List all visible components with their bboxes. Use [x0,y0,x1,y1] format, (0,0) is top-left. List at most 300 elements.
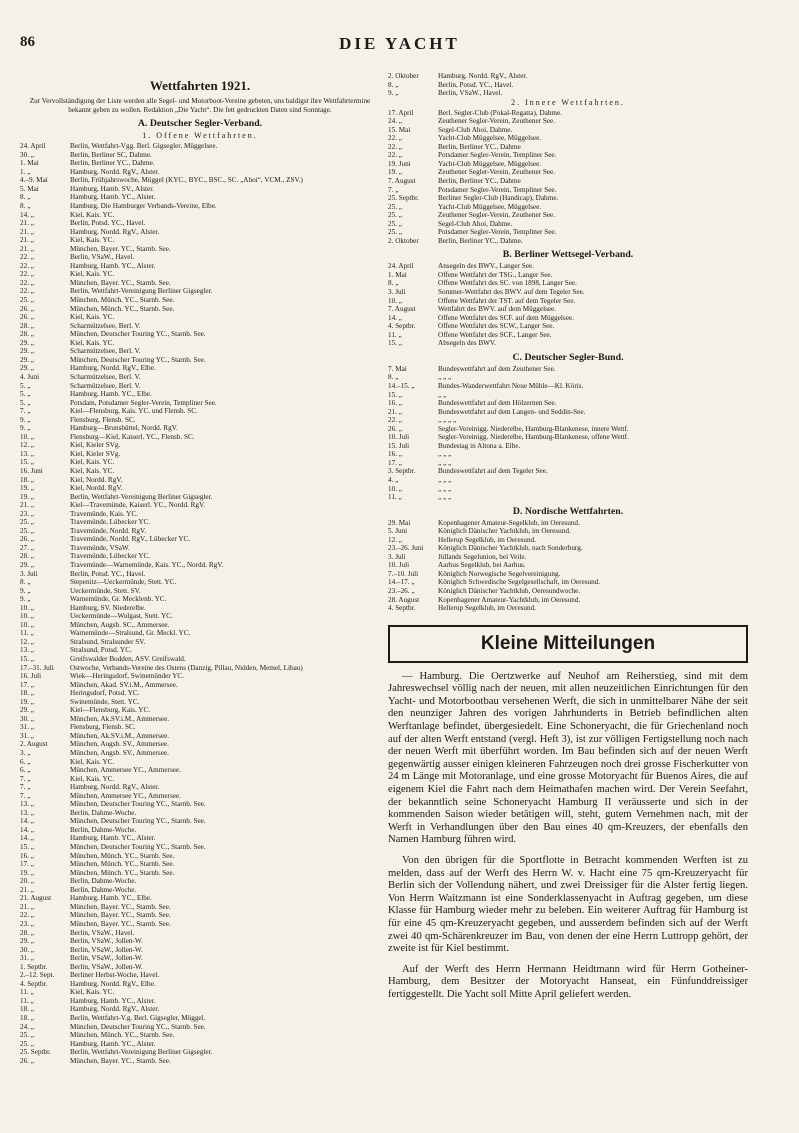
regatta-event: Königlich Dänischer Yachtklub, Oeresundwoche. [438,586,581,595]
regatta-date: 9. „ [20,595,31,604]
regatta-event: „ „ [438,390,447,399]
regatta-list-b [388,262,748,347]
regatta-date: 21. „ [20,902,34,911]
regatta-event: München, Ak.SV.i.M., Ammersee. [70,714,170,723]
regatta-entry [20,313,380,322]
regatta-event: München, Bayer. YC., Starnb. See. [70,278,171,287]
regatta-entry [388,203,748,212]
regatta-entry [20,493,380,502]
regatta-event: Bundeswettfahrt auf dem Hölzernen See. [438,399,557,408]
regatta-entry [20,1040,380,1049]
regatta-event: Hamburg, Die Hamburger Verbands-Vereine, Elbe. [70,202,217,211]
regatta-entry [388,536,748,545]
regatta-event: Hamburg, Nordd. RgV., Elbe. [70,979,156,988]
regatta-entry [20,817,380,826]
regatta-date: 23. „ [20,919,34,928]
regatta-event: Scharmützelsee, Berl. V. [70,372,141,381]
regatta-date: 17. „ [20,680,34,689]
regatta-date: 22. „ [20,278,34,287]
regatta-entry [20,929,380,938]
regatta-date: 7. „ [20,783,31,792]
regatta-entry [20,185,380,194]
regatta-date: 8. „ [20,202,31,211]
regatta-event: Swinemünde, Stett. YC. [70,697,140,706]
regatta-date: 29. „ [20,338,34,347]
regatta-entry [388,237,748,246]
regatta-entry [20,322,380,331]
regatta-event: Flensburg—Kiel, Kaiserl. YC., Flensb. SC. [70,432,195,441]
regatta-date: 16. Juni [20,466,43,475]
regatta-entry [20,176,380,185]
regatta-date: 25. Septbr. [388,194,419,203]
regatta-date: 19. „ [388,168,402,177]
regatta-event: Hamburg—Brunsbüttel, Nordd. RgV. [70,424,178,433]
regatta-event: Hamburg, Hamb. YC., Alster. [70,996,156,1005]
regatta-date: 9. „ [388,89,399,98]
regatta-date: 11. „ [20,996,34,1005]
regatta-event: Berl. Segler-Club (Pokal-Regatta), Dahme. [438,108,563,117]
regatta-entry [20,689,380,698]
regatta-event: München, Akad. SV.i.M., Ammersee. [70,680,178,689]
regatta-date: 16. „ [20,851,34,860]
left-column [20,72,380,1130]
regatta-date: 14. „ [20,834,34,843]
regatta-date: 31. „ [20,954,34,963]
regatta-event: Berliner Segler-Club (Handicap), Dahme. [438,194,559,203]
regatta-event: „ „ „ [438,493,452,502]
news-paragraph: — Hamburg. Die Oertzwerke auf Neuhof am Reiherstieg, sind mit dem Jahreswechsel völlig nach der neuen, mit allen neuzeitlichen Einrichtungen für den Yacht- und Motorbootbau versehenen Werft, die sich in unmittelbarer Nähe der seit den neunziger Jahren des vorigen Jahrhunderts in Betrieb befindlichen alten Werftanlage befindet, übergesiedelt. Eine Schoneryacht, die für Griechenland noch auf der alten Werft entstand (vergl. Heft 3), ist zur völligen Fertigstellung noch nach der neuen Werft mit überführt worden. Im Bau befinden sich auf der neuen Werft gegenwärtig ausser einigen kleineren Fahrzeugen noch drei grosse Fischerkutter von 24 m Länge mit Motoranlage, und eine grosse Motoryacht für Buenos Aires, die auf eigenem Kiel die Fahrt nach dem Heimathafen machen wird. Der Verein Seefahrt, der bekanntlich seine Schoneryacht Hamburg II veräusserte und sich in der kommenden Saison wieder betätigen will, steht, gutem Vernehmen nach, mit der Werft in Verhandlungen über den Bau eines 40 qm-Kreuzers, der ebenfalls den Namen Hamburg führen wird. [388,670,748,846]
regatta-date: 21. „ [20,236,34,245]
regatta-event: Hamburg, Hamb. YC., Alster. [70,834,156,843]
regatta-event: Kiel, Kais. YC. [70,270,115,279]
regatta-date: 22. „ [20,911,34,920]
regatta-entry [388,442,748,451]
regatta-entry [20,621,380,630]
regatta-event: Königlich Dänischer Yachtklub, im Oeresund. [438,527,571,536]
regatta-entry [388,134,748,143]
regatta-date: 7. August [388,305,416,314]
regatta-event: München, Deutscher Touring YC., Starnb. See. [70,800,206,809]
regatta-entry [20,646,380,655]
regatta-date: 17.–31. Juli [20,663,54,672]
regatta-event: „ „ „ „ [438,416,457,425]
regatta-date: 15. Mai [388,125,411,134]
regatta-entry [20,783,380,792]
regatta-event: Ueckermünde—Wolgast, Stett. YC. [70,612,173,621]
regatta-event: Travemünde, VSaW. [70,543,130,552]
regatta-date: 25. „ [20,1039,34,1048]
regatta-event: Travemünde, Nordd. RgV. [70,526,147,535]
regatta-event: Berlin, Berliner YC., Dahme [438,177,521,186]
regatta-date: 26. „ [20,313,34,322]
regatta-date: 19. „ [20,697,34,706]
regatta-date: 8. „ [388,373,399,382]
regatta-date: 8. „ [388,279,399,288]
regatta-entry [388,305,748,314]
regatta-date: 6. „ [20,757,31,766]
regatta-date: 21. „ [20,885,34,894]
regatta-entry [20,604,380,613]
regatta-event: München, Bayer. YC., Starnb. See. [70,1056,171,1065]
regatta-entry [388,89,748,98]
regatta-event: Hamburg, Hamb. YC., Elbe. [70,390,152,399]
regatta-date: 3. Juli [20,569,38,578]
regatta-entry [388,519,748,528]
regatta-event: Kopenhagener Amateur-Segelklub, im Oeresund. [438,518,580,527]
regatta-entry [20,296,380,305]
regatta-event: Hamburg, SV. Niederelbe. [70,603,146,612]
regatta-event: Travemünde, Lübecker YC. [70,518,151,527]
regatta-event: Hamburg, Nordd. RgV., Alster. [70,1005,160,1014]
regatta-entry [20,518,380,527]
regatta-date: 13. „ [20,646,34,655]
regatta-entry [388,271,748,280]
regatta-entry [20,664,380,673]
regatta-event: Hamburg, Hamb. YC., Alster. [70,1039,156,1048]
regatta-date: 13. „ [20,449,34,458]
regatta-event: Wettfahrt des BWV. auf dem Müggelsee. [438,305,557,314]
regatta-entry [388,117,748,126]
regatta-date: 24. April [20,142,46,151]
regatta-date: 25. Septbr. [20,1048,51,1057]
regatta-event: Greifswalder Bodden, ASV. Greifswald. [70,655,186,663]
regatta-event: Berlin, VSaW., Jollen-W. [70,962,143,971]
regatta-entry [388,220,748,229]
regatta-event: München, Bayer. YC., Starnb. See. [70,911,171,920]
regatta-event: Kiel, Kieler SVg. [70,449,121,458]
regatta-event: Potsdamer Segler-Verein, Templiner See. [438,185,557,194]
regatta-event: Berlin, Berliner YC., Dahme. [70,159,155,168]
regatta-entry [20,1014,380,1023]
regatta-date: 25. „ [388,211,402,220]
regatta-event: Hamburg, Hamb. YC., Alster. [70,193,156,202]
regatta-event: Zeuthener Segler-Verein, Zeuthener See. [438,168,555,177]
regatta-entry [20,552,380,561]
regatta-entry [20,894,380,903]
section-heading-d: D. Nordische Wettfahrten. [512,505,624,517]
regatta-event: Segler-Vereinigg. Niederelbe, Hamburg-Blankenese, offene Wettf. [438,433,629,442]
news-paragraph: Auf der Werft des Herrn Hermann Heidtmann wird für Herrn Gotheiner-Hamburg, dem Besitzer der Motoryacht Hanseat, ein Fünfunddreissiger fertiggestellt. Die Yacht soll Mitte April geliefert werden. [388,963,748,1000]
regatta-date: 28. August [388,595,420,604]
regatta-entry [20,168,380,177]
regatta-entry [20,433,380,442]
regatta-date: 7. August [388,177,416,186]
regatta-entry [20,510,380,519]
regatta-entry [20,749,380,758]
regatta-entry [20,1057,380,1066]
regatta-event: Hamburg, Hamb. YC., Elbe. [70,894,152,903]
regatta-entry [20,860,380,869]
regatta-date: 28. „ [20,928,34,937]
regatta-date: 16. Juli [20,672,42,681]
regatta-date: 17. „ [20,860,34,869]
regatta-entry [388,109,748,118]
regatta-date: 11. „ [388,493,402,502]
regatta-entry [388,578,748,587]
regatta-entry [20,211,380,220]
regatta-event: Berlin, VSaW., Jollen-W. [70,937,143,946]
regatta-date: 10. „ [20,603,34,612]
regatta-date: 5. „ [20,398,31,407]
regatta-date: 15. „ [388,390,402,399]
regatta-event: Königlich Norwegische Segelvereinigung. [438,569,561,578]
regatta-date: 30. „ [20,945,34,954]
regatta-event: Kiel, Kais. YC. [70,338,115,347]
regatta-event: Kiel, Kais. YC. [70,774,115,783]
regatta-date: 8. „ [20,578,31,587]
page-number: 86 [20,34,35,50]
regatta-event: Berlin, VSaW., Havel. [438,89,503,98]
regatta-entry [20,450,380,459]
regatta-entry [20,441,380,450]
regatta-date: 29. „ [20,355,34,364]
regatta-date: 14. „ [20,210,34,219]
regatta-entry [20,963,380,972]
regatta-date: 4. „ [388,475,399,484]
regatta-list-c [388,365,748,502]
regatta-event: Jüllands Segelunion, bei Veile. [438,552,527,561]
regatta-date: 12. „ [20,441,34,450]
regatta-entry [388,331,748,340]
regatta-event: Wiek—Heringsdorf, Swinemünder YC. [70,672,185,681]
regatta-event: Travemünde—Warnemünde, Kais. YC., Nordd. RgV. [70,560,224,569]
regatta-entry [388,177,748,186]
regatta-date: 21. August [20,894,52,903]
regatta-date: 29. „ [20,347,34,356]
regatta-event: Offene Wettfahrt des SCF. auf dem Müggelsee. [438,313,574,322]
regatta-entry [20,339,380,348]
regatta-date: 21. „ [20,244,34,253]
regatta-event: Berlin, VSaW., Jollen-W. [70,954,143,963]
regatta-date: 31. „ [20,723,34,732]
regatta-event: „ „ „ [438,373,452,382]
regatta-event: Offene Wettfahrt des SCW., Langer See. [438,322,555,331]
regatta-entry [20,416,380,425]
regatta-date: 18. „ [20,475,34,484]
regatta-date: 1. „ [20,167,31,176]
regatta-date: 23. „ [20,509,34,518]
regatta-date: 11. „ [20,988,34,997]
regatta-date: 2. Oktober [388,236,419,245]
regatta-date: 25. „ [20,518,34,527]
regatta-date: 21. „ [20,501,34,510]
regatta-entry [388,297,748,306]
regatta-entry [20,382,380,391]
regatta-date: 2. Oktober [388,72,419,80]
regatta-date: 5. Juni [388,527,408,536]
regatta-date: 15. „ [20,843,34,852]
regatta-event: Berlin, Dahme-Woche. [70,885,137,894]
regatta-entry [20,886,380,895]
regatta-entry [388,476,748,485]
regatta-entry [20,809,380,818]
regatta-entry [20,988,380,997]
regatta-entry [20,578,380,587]
regatta-entry [20,373,380,382]
regatta-event: Berlin, Wettfahrt-Vereinigung Berliner Gigsegler. [70,492,213,501]
regatta-entry [388,544,748,553]
regatta-entry [20,253,380,262]
regatta-date: 12. „ [20,637,34,646]
regatta-date: 4. Septbr. [20,979,48,988]
regatta-date: 29. „ [20,937,34,946]
regatta-date: 10. „ [388,296,402,305]
regatta-entry [20,399,380,408]
regatta-entry [20,612,380,621]
regatta-entry [388,561,748,570]
regatta-entry [20,159,380,168]
regatta-entry [388,467,748,476]
regatta-entry [20,920,380,929]
regatta-event: München, Münch. YC., Starnb. See. [70,851,175,860]
news-paragraph: Von den übrigen für die Sportflotte in Betracht kommenden Werften ist zu melden, dass auf der Werft des Herrn W. v. Hacht eine 75 qm-Kreuzeryacht für Berlin sich der Vollendung nähert, und zwei Dreissiger für die Alster fertig liegen. Von Herrn Waitzmann ist eine Sonderklassenyacht in Auftrag gegeben, um diese Klasse für Hamburg wieder mehr zu beleben. Ein weiterer Auftrag für Hamburg ist für eine 45 qm-Kreuzeryacht gegeben, und ausserdem befinden sich auf der Werft zwei 40 qm-Schärenkreuzer im Bau, von denen der eine Herrn Luttropp gehört, der zweite ist für Kiel bestimmt. [388,854,748,955]
regatta-event: Scharmützelsee, Berl. V. [70,347,141,356]
regatta-event: Offene Wettfahrt des SCF., Langer See. [438,330,552,339]
regatta-entry [388,433,748,442]
regatta-list-intro: Zur Vervollständigung der Liste werden alle Segel- und Motorboot-Vereine gebeten, uns baldigst ihre Wettfahrtermine bekannt geben zu wollen. Redaktion „Die Yacht“. Die fett gedruckten Daten sind Sonntage. [29,97,371,114]
regatta-date: 14. „ [20,817,34,826]
regatta-entry [20,476,380,485]
regatta-date: 22. „ [388,142,402,151]
regatta-list-left [20,142,380,1065]
regatta-entry [20,467,380,476]
regatta-date: 20. „ [20,877,34,886]
regatta-entry [20,826,380,835]
regatta-date: 10. Juli [388,433,410,442]
regatta-date: 22. „ [388,416,402,425]
regatta-date: 7. „ [20,791,31,800]
regatta-date: 30. „ [20,714,34,723]
regatta-entry [20,458,380,467]
regatta-date: 7.–10. Juli [388,569,419,578]
regatta-entry [388,160,748,169]
regatta-event: Kiel, Kais. YC. [70,757,115,766]
regatta-event: München, Münch. YC., Starnb. See. [70,304,175,313]
regatta-event: Absegeln des BWV. [438,339,496,348]
regatta-entry [20,740,380,749]
regatta-entry [388,168,748,177]
regatta-date: 3. „ [20,749,31,758]
regatta-date: 17. „ [388,458,402,467]
regatta-entry [20,655,380,664]
regatta-entry [388,416,748,425]
regatta-event: Potsdam, Potsdamer Segler-Verein, Templiner See. [70,398,217,407]
regatta-entry [20,800,380,809]
regatta-event: München, Deutscher Touring YC., Starnb. See. [70,1022,206,1031]
regatta-date: 2.–12. Sept. [20,971,55,980]
regatta-date: 16. „ [388,399,402,408]
regatta-event: Hamburg, Nordd. RgV., Alster. [438,72,528,80]
regatta-entry [388,322,748,331]
regatta-entry [388,339,748,348]
regatta-entry [20,638,380,647]
regatta-event: Hellerup Segelklub, im Oeresund. [438,604,537,613]
regatta-list-d [388,519,748,613]
regatta-date: 28. „ [20,330,34,339]
regatta-event: Berlin, Wettfahrt-Vereinigung Berliner Gigsegler. [70,287,213,296]
regatta-date: 31. „ [20,731,34,740]
regatta-entry [20,424,380,433]
regatta-entry [20,219,380,228]
regatta-event: Hamburg, Nordd. RgV., Alster. [70,783,160,792]
regatta-event: Stepenitz—Ueckermünde, Stett. YC. [70,578,177,587]
regatta-event: „ „ „ [438,450,452,459]
regatta-entry [20,946,380,955]
regatta-event: „ „ „ [438,484,452,493]
regatta-date: 7. „ [20,407,31,416]
regatta-event: Kiel, Kieler SVg. [70,441,121,450]
regatta-event: Berlin, Wettfahrt-V.g. Berl. Gigsegler, Müggel. [70,1013,206,1022]
regatta-event: Kopenhagener Amateur-Yachtklub, im Oeresund. [438,595,581,604]
regatta-entry [20,501,380,510]
regatta-entry [20,407,380,416]
regatta-event: München, Münch. YC., Starnb. See. [70,860,175,869]
regatta-entry [20,587,380,596]
regatta-event: Berlin, Berliner SC, Dahme. [70,150,152,159]
regatta-list-title: Wettfahrten 1921. [149,78,251,93]
regatta-event: München, Ammersee YC., Ammersee. [70,766,181,775]
regatta-entry [20,347,380,356]
regatta-event: München, Deutscher Touring YC., Starnb. See. [70,355,206,364]
regatta-event: Berlin, VSaW., Havel. [70,928,135,937]
regatta-entry [20,1023,380,1032]
regatta-event: Berlin, Berliner YC., Dahme [438,142,521,151]
regatta-event: Kiel, Nordd. RgV. [70,484,123,493]
regatta-date: 15. Juli [388,441,410,450]
regatta-event: Bundeswettfahrt auf dem Zeuthener See. [438,364,556,373]
regatta-date: 10. Juli [388,561,410,570]
regatta-entry [20,262,380,271]
regatta-entry [20,937,380,946]
regatta-entry [20,1005,380,1014]
regatta-date: 7. „ [20,774,31,783]
regatta-entry [20,997,380,1006]
subsection-inner-races: 2. Innere Wettfahrten. [511,97,625,107]
regatta-date: 10. „ [20,432,34,441]
regatta-event: Potsdamer Segler-Verein, Templiner See. [438,228,557,237]
regatta-event: München, Deutscher Touring YC., Starnb. See. [70,817,206,826]
regatta-event: Warnemünde, Gr. Mecklenb. YC. [70,595,167,604]
regatta-event: Travemünde, Nordd. RgV., Lübecker YC. [70,535,191,544]
regatta-entry [20,980,380,989]
regatta-date: 29. „ [20,560,34,569]
regatta-date: 24. „ [388,117,402,126]
regatta-date: 18. „ [20,1013,34,1022]
regatta-date: 16. „ [388,450,402,459]
regatta-entry [388,570,748,579]
regatta-entry [20,484,380,493]
regatta-date: 19. Juni [388,159,411,168]
regatta-entry [20,193,380,202]
regatta-event: München, Deutscher Touring YC., Starnb. See. [70,330,206,339]
regatta-event: München, Deutscher Touring YC., Starnb. See. [70,843,206,852]
regatta-date: 7. Mai [388,364,407,373]
regatta-event: Segler-Vereinigg. Niederelbe, Hamburg-Blankenese, innere Wettf. [438,424,629,433]
regatta-entry [20,1031,380,1040]
regatta-entry [20,228,380,237]
regatta-date: 3. Juli [388,552,406,561]
regatta-entry [20,270,380,279]
regatta-event: Segel-Club Ahoi, Dahme. [438,219,513,228]
regatta-event: Aarhus Segelklub, bei Aarhus. [438,561,526,570]
regatta-date: 22. „ [20,270,34,279]
regatta-date: 29. „ [20,706,34,715]
regatta-date: 17. April [388,108,414,117]
regatta-event: Berlin, Dahme-Woche. [70,877,137,886]
regatta-date: 14. „ [388,313,402,322]
regatta-event: Bundestag in Altona a. Elbe. [438,441,521,450]
regatta-event: Flensburg, Flensb. SC. [70,415,136,424]
